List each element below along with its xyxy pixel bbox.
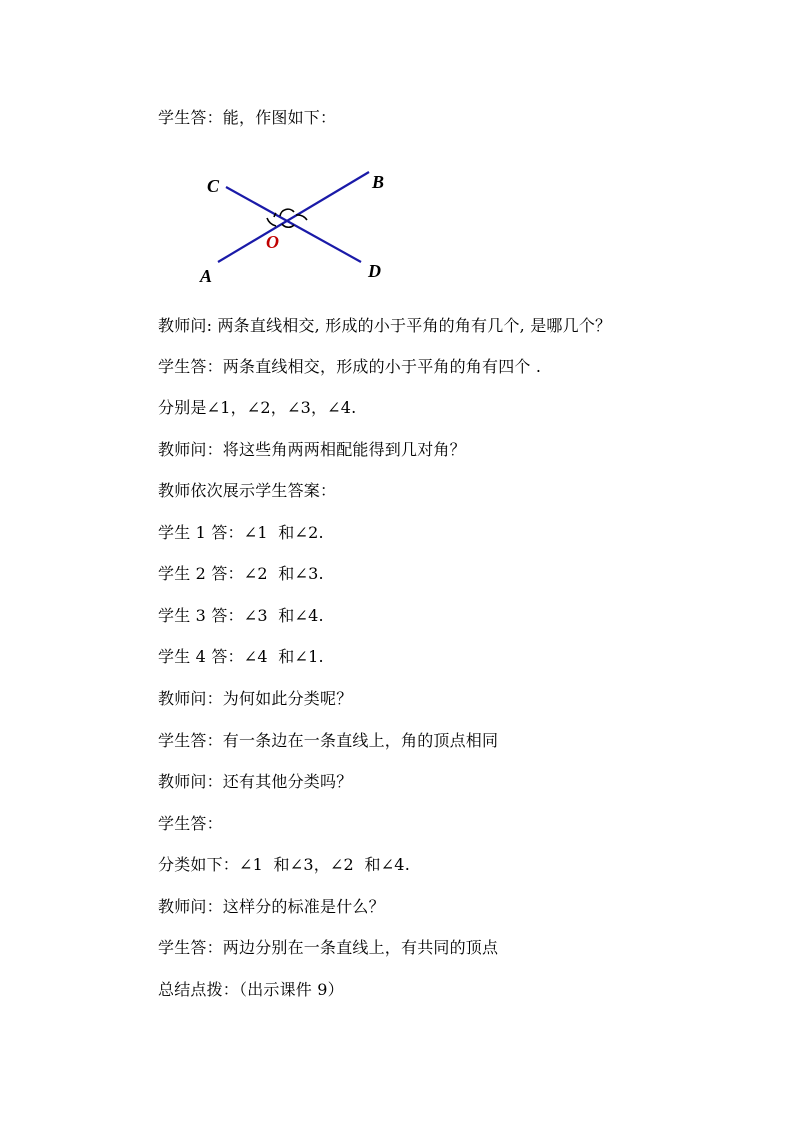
text-line-6: 教师依次展示学生答案：: [158, 481, 337, 500]
text-line-7: 学生 1 答：∠1 和∠2.: [158, 523, 324, 542]
text-line-12: 学生答：有一条边在一条直线上，角的顶点相同: [158, 731, 499, 750]
text-line-4: 分别是∠1，∠2，∠3，∠4.: [158, 398, 357, 417]
text-line-11: 教师问：为何如此分类呢？: [158, 689, 353, 708]
text-line-1: 学生答：能，作图如下：: [158, 108, 337, 127]
line-ab: [218, 172, 369, 262]
point-label-a: A: [200, 266, 213, 286]
point-label-d: D: [368, 261, 381, 281]
text-line-5: 教师问：将这些角两两相配能得到几对角？: [158, 440, 466, 459]
angle-arc-left-lower: [267, 218, 276, 226]
text-line-17: 学生答：两边分别在一条直线上，有共同的顶点: [158, 938, 499, 957]
intersecting-lines-figure: [190, 160, 420, 290]
point-label-b: B: [372, 172, 385, 192]
text-line-9: 学生 3 答：∠3 和∠4.: [158, 606, 324, 625]
intersecting-lines-svg: [190, 160, 420, 290]
vertex-label-o: O: [266, 232, 279, 252]
text-line-3: 学生答：两条直线相交，形成的小于平角的角有四个 .: [158, 357, 542, 376]
text-line-10: 学生 4 答：∠4 和∠1.: [158, 647, 324, 666]
text-line-18: 总结点拨：（出示课件 9）: [158, 980, 344, 999]
text-line-8: 学生 2 答：∠2 和∠3.: [158, 564, 324, 583]
text-line-2: 教师问: 两条直线相交, 形成的小于平角的角有几个, 是哪几个？: [158, 316, 612, 335]
point-label-c: C: [207, 176, 220, 196]
angle-arc-right: [296, 215, 307, 220]
angle-arc-top: [280, 209, 294, 216]
text-line-15: 分类如下：∠1 和∠3，∠2 和∠4.: [158, 855, 410, 874]
text-line-13: 教师问：还有其他分类吗？: [158, 772, 353, 791]
text-line-16: 教师问：这样分的标准是什么？: [158, 897, 385, 916]
text-line-14: 学生答：: [158, 814, 223, 833]
